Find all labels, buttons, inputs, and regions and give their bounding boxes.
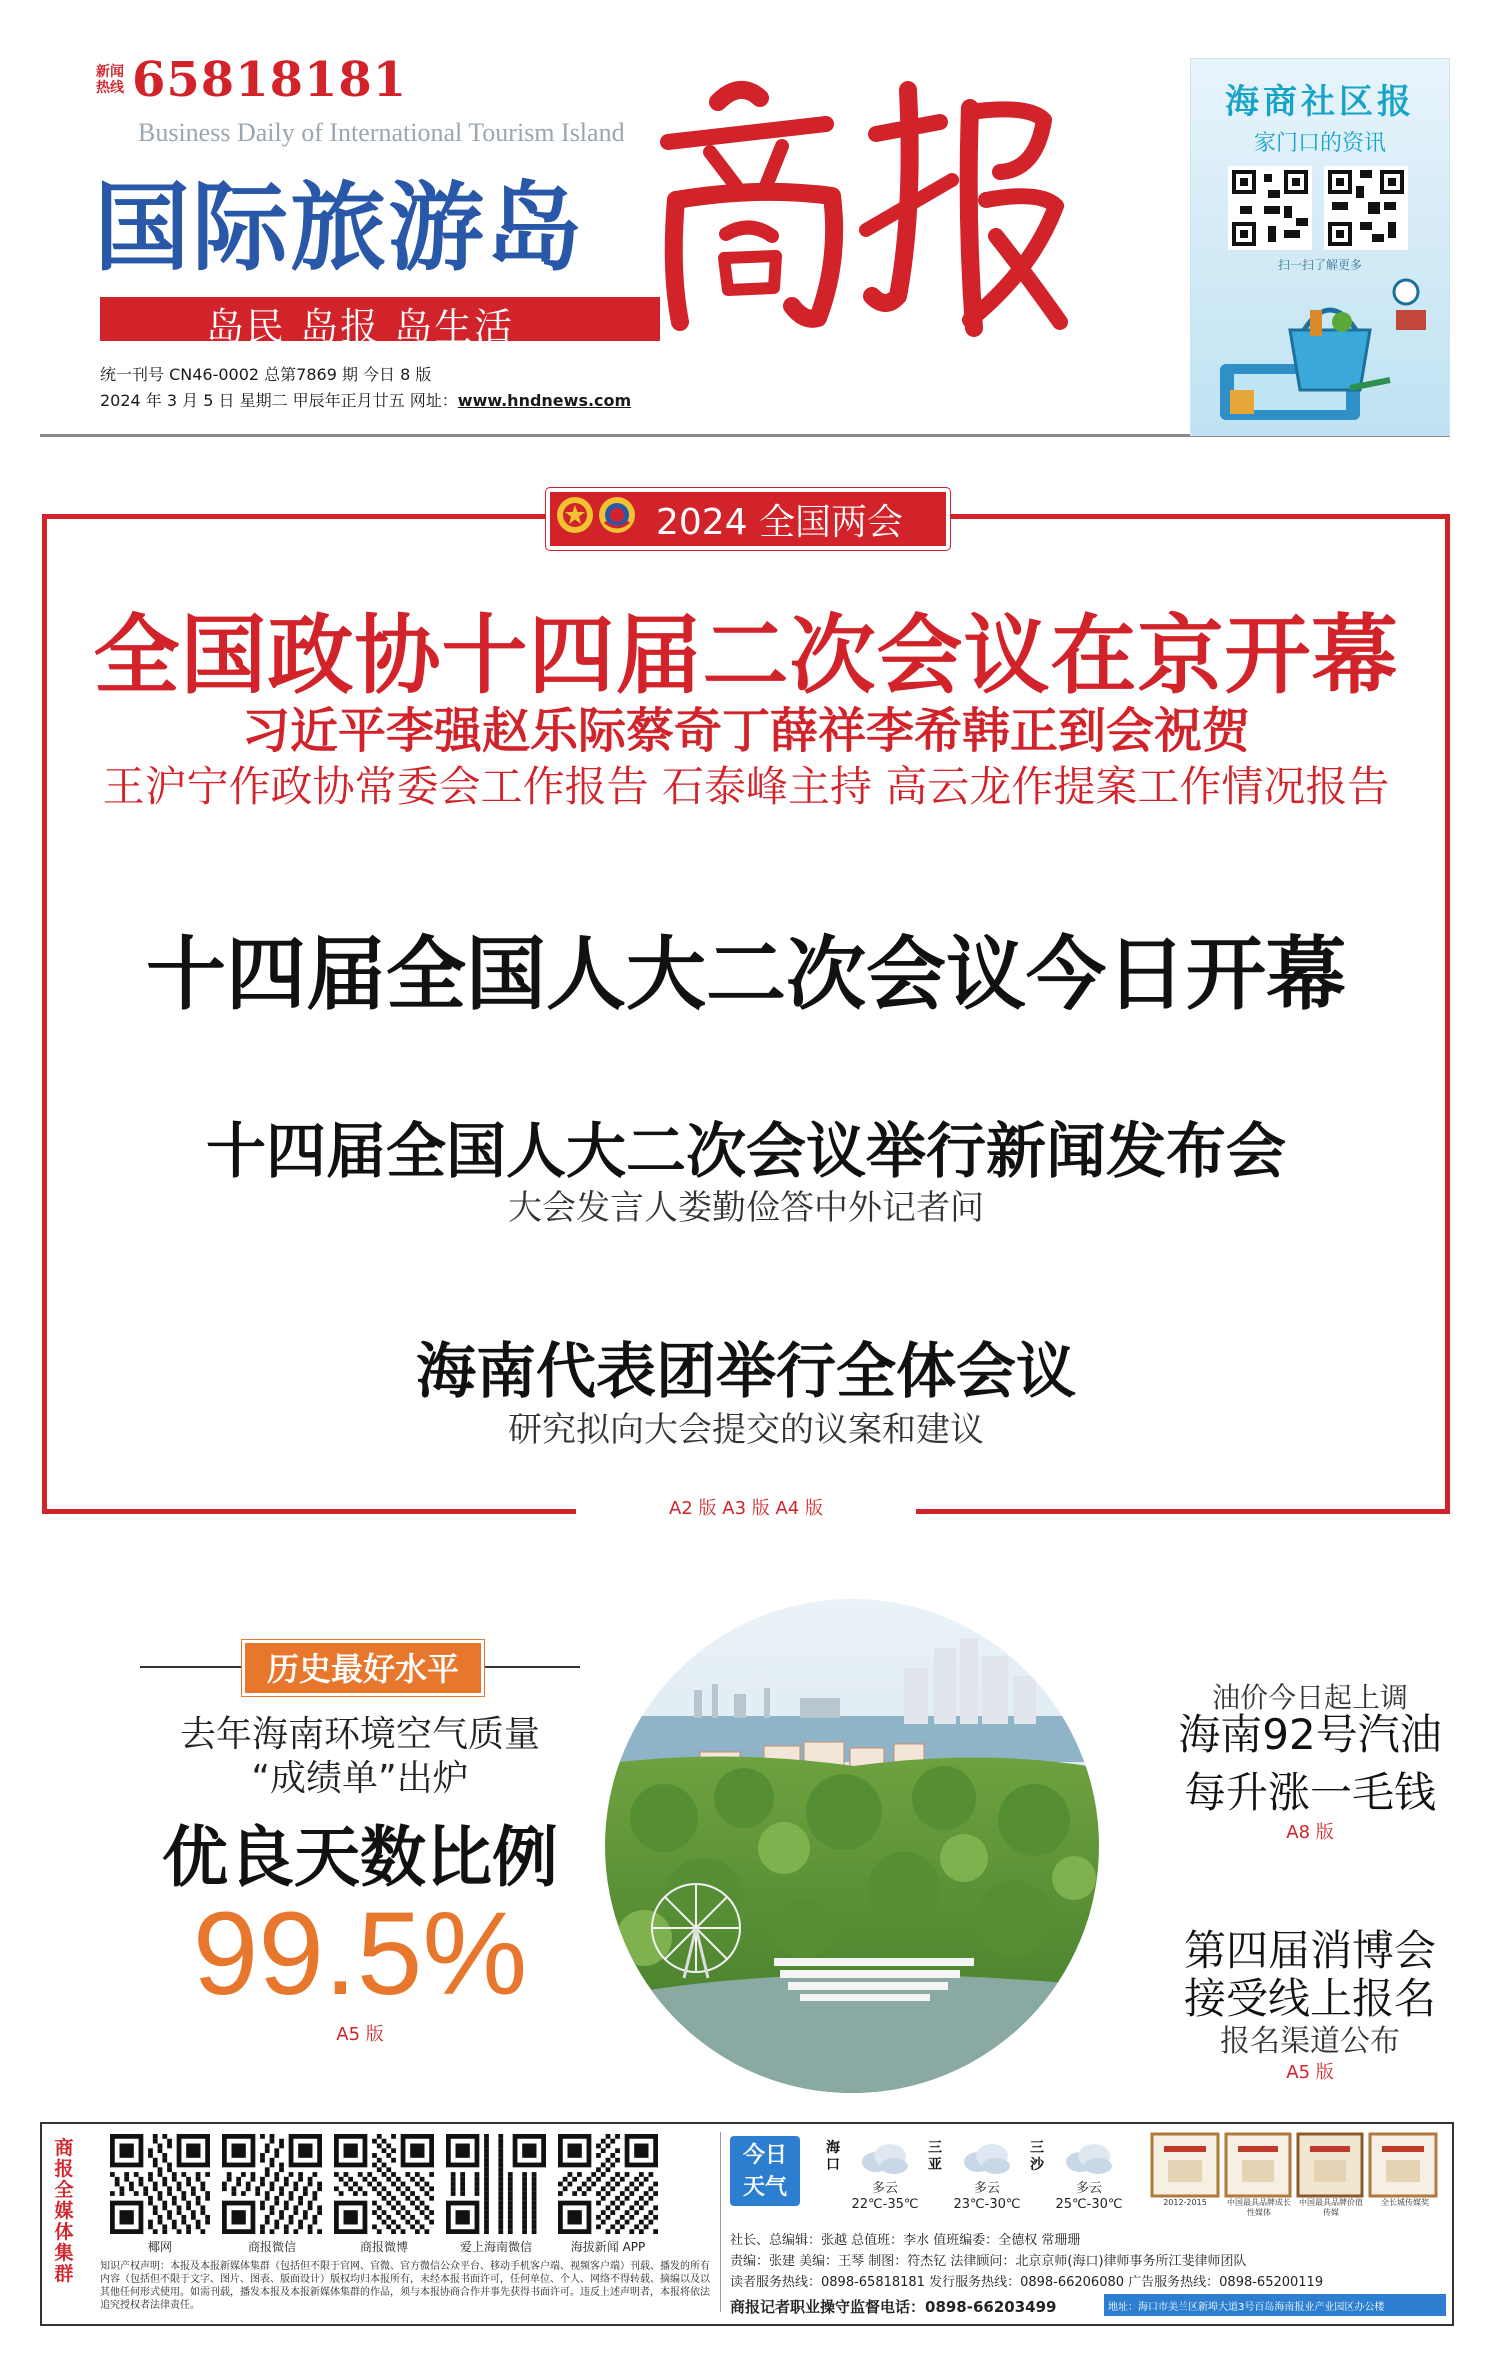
qr-code-icon[interactable] <box>558 2134 658 2234</box>
air-quality-value: 99.5% <box>192 1888 528 2020</box>
footer-qr-label: 椰网 <box>147 2240 172 2254</box>
shopping-basket-illustration <box>1200 270 1444 430</box>
paper-name: 国际旅游岛 <box>94 171 584 284</box>
national-emblem-icon <box>556 496 594 534</box>
weather-temp: 23℃-30℃ <box>953 2197 1021 2212</box>
oil-page-ref[interactable]: A8 版 <box>1286 1822 1334 1843</box>
footer-qr-label: 商报微博 <box>359 2240 408 2254</box>
footer-qr-code[interactable] <box>110 2134 210 2238</box>
award-label: 中国最具品牌价值传媒 <box>1299 2198 1363 2217</box>
weather-condition: 多云 <box>871 2181 898 2196</box>
headline-hainan-delegation-subhead: 研究拟向大会提交的议案和建议 <box>508 1410 984 1450</box>
footer-qr-code[interactable] <box>222 2134 322 2238</box>
hotline-label: 新闻热线 <box>96 64 124 96</box>
headline-cppcc-subhead-1: 习近平李强赵乐际蔡奇丁薛祥李希韩正到会祝贺 <box>241 703 1250 759</box>
air-quality-line-1: 去年海南环境空气质量 <box>179 1714 540 1755</box>
english-paper-name: Business Daily of International Tourism Island <box>138 118 625 147</box>
qr-code-icon[interactable] <box>1228 166 1312 250</box>
cloud-icon <box>960 2140 1012 2176</box>
air-quality-headline[interactable]: 优良天数比例 <box>162 1819 558 1896</box>
oil-headline-2[interactable]: 每升涨一毛钱 <box>1183 1768 1436 1817</box>
weather-logo-top: 今日 <box>742 2143 787 2168</box>
ad-title: 海商社区报 <box>1225 82 1415 122</box>
hotline-number: 65818181 <box>132 52 408 108</box>
footer-qr-code[interactable] <box>446 2134 546 2238</box>
ad-subtitle: 家门口的资讯 <box>1253 131 1386 156</box>
qr-code-icon[interactable] <box>446 2134 546 2234</box>
media-cluster-label: 商报全媒体集群 <box>54 2137 74 2285</box>
haikou-aerial-photo <box>604 1598 1100 2094</box>
award-plaques <box>1150 2130 1440 2224</box>
headline-npc-opening[interactable]: 十四届全国人大二次会议今日开幕 <box>146 928 1346 1021</box>
expo-headline-1[interactable]: 第四届消博会 <box>1183 1926 1436 1975</box>
oil-headline-1[interactable]: 海南92号汽油 <box>1178 1710 1442 1759</box>
office-address: 地址：海口市美兰区新埠大道3号百岛海南报业产业园区办公楼 <box>1108 2302 1385 2313</box>
weather-temp: 25℃-30℃ <box>1055 2197 1123 2212</box>
qr-code-icon[interactable] <box>110 2134 210 2234</box>
two-sessions-banner-text: 2024 全国两会 <box>656 502 904 543</box>
headline-hainan-delegation[interactable]: 海南代表团举行全体会议 <box>416 1337 1076 1407</box>
weather-condition: 多云 <box>973 2181 1000 2196</box>
history-best-tag-text: 历史最好水平 <box>266 1650 459 1688</box>
page-reference[interactable]: A2 版 A3 版 A4 版 <box>669 1498 823 1519</box>
footer-divider <box>720 2132 721 2312</box>
website-link[interactable]: www.hndnews.com <box>457 391 632 410</box>
weather-city: 海口 <box>826 2140 840 2173</box>
publication-date: 2024 年 3 月 5 日 星期二 甲辰年正月廿五 网址： <box>100 391 458 410</box>
award-label: 2012-2015 <box>1163 2198 1207 2207</box>
qr-code-icon[interactable] <box>1324 166 1408 250</box>
headline-press-conference-subhead: 大会发言人娄勤俭答中外记者问 <box>508 1188 984 1228</box>
headline-cppcc-subhead-2: 王沪宁作政协常委会工作报告 石泰峰主持 高云龙作提案工作情况报告 <box>102 762 1390 811</box>
copyright-notice: 知识产权声明：本报及本报新媒体集群（包括但不限于官网、官微、官方微信公众平台、移动手机客户端、视频客户端）刊载、播发的所有内容（包括但不限于文字、图片、图表、版面设计）版权均归本报所有，未经本报书面许可，任何单位、个人、网络不得转载、摘编以及以其他任何形式使用。如需刊载，播发本报及本报新媒体集群的作品，须与本报协商合作并事先获得书面许可。违反上述声明者，本报将依法追究授权者法律责任。 <box>100 2261 710 2311</box>
award-label: 中国最具品牌成长性媒体 <box>1227 2198 1291 2217</box>
oil-kicker: 油价今日起上调 <box>1211 1681 1408 1714</box>
qr-code-icon[interactable] <box>222 2134 322 2234</box>
cloud-icon <box>858 2140 910 2176</box>
weather-city: 三沙 <box>1030 2140 1044 2173</box>
footer-qr-label: 商报微信 <box>247 2240 296 2254</box>
expo-subhead: 报名渠道公布 <box>1220 2024 1400 2059</box>
footer-qr-label: 爱上海南微信 <box>459 2240 532 2254</box>
staff-line-2: 责编：张建 美编：王琴 制图：符杰钇 法律顾问：北京京师(海口)律师事务所江斐律师团队 <box>730 2254 1247 2269</box>
footer-qr-code[interactable] <box>334 2134 434 2238</box>
headline-cppcc-opening[interactable]: 全国政协十四届二次会议在京开幕 <box>93 606 1399 706</box>
brand-calligraphy-logo <box>640 60 1070 350</box>
slogan: 岛民 岛报 岛生活 <box>206 305 515 349</box>
staff-line-1: 社长、总编辑：张越 总值班：李水 值班编委：全德权 常珊珊 <box>730 2233 1081 2248</box>
ad-scan-text: 扫一扫了解更多 <box>1277 258 1362 272</box>
cloud-icon <box>1062 2140 1114 2176</box>
staff-line-3: 读者服务热线：0898-65818181 发行服务热线：0898-66206080 广告服务热线：0898-65200119 <box>730 2275 1324 2290</box>
air-quality-line-2: “成绩单”出炉 <box>251 1758 469 1799</box>
headline-npc-press-conference[interactable]: 十四届全国人大二次会议举行新闻发布会 <box>206 1117 1286 1187</box>
weather-temp: 22℃-35℃ <box>851 2197 919 2212</box>
weather-city: 三亚 <box>928 2140 942 2173</box>
publication-info <box>100 362 631 414</box>
footer-qr-code[interactable] <box>558 2134 658 2238</box>
publication-line-1: 统一刊号 CN46-0002 总第7869 期 今日 8 版 <box>100 365 432 384</box>
staff-credits <box>730 2230 1410 2293</box>
ethics-hotline: 商报记者职业操守监督电话：0898-66203499 <box>730 2298 1057 2316</box>
expo-headline-2[interactable]: 接受线上报名 <box>1183 1974 1436 2023</box>
air-quality-page-ref[interactable]: A5 版 <box>336 2024 384 2045</box>
expo-page-ref[interactable]: A5 版 <box>1286 2062 1334 2083</box>
weather-condition: 多云 <box>1075 2181 1102 2196</box>
award-label: 全长城传媒奖 <box>1381 2198 1429 2207</box>
weather-logo-bottom: 天气 <box>742 2175 787 2200</box>
cppcc-emblem-icon <box>598 496 636 534</box>
qr-code-icon[interactable] <box>334 2134 434 2234</box>
footer-qr-label: 海拔新闻 APP <box>570 2240 646 2254</box>
publication-line-2 <box>100 388 631 414</box>
